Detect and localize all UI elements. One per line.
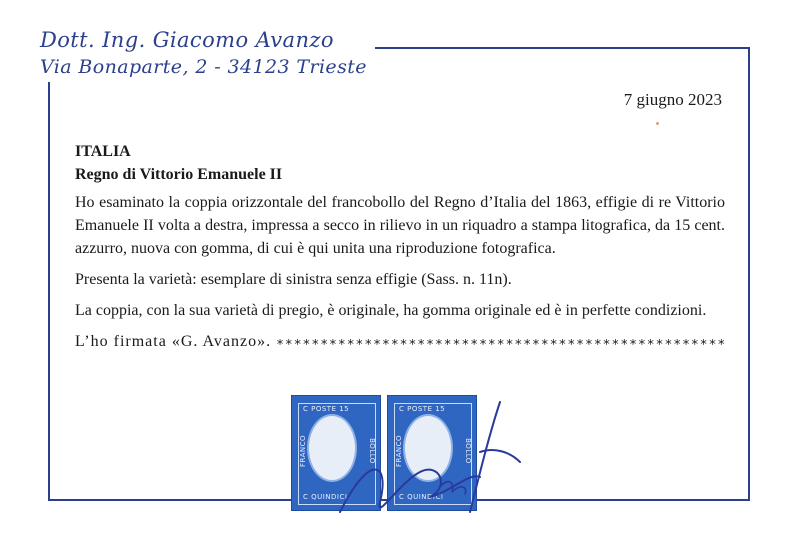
- description-paragraph: Ho esaminato la coppia orizzontale del francobollo del Regno d’Italia del 1863, effigie di re Vittorio Emanuele II volta a destra, impressa a secco in rilievo in un riquadro a stampa litografica, da 15 cent. azzurro, nuova con gomma, di cui è qui unita una riproduzione fotografica.: [75, 194, 725, 257]
- letterhead-name: Dott. Ing. Giacomo Avanzo: [40, 28, 334, 52]
- signature-statement-text: L’ho firmata «G. Avanzo».: [75, 333, 272, 350]
- stamp-left-text: FRANCO: [299, 434, 308, 468]
- stamp-right-text: BOLLO: [464, 438, 473, 464]
- country-heading: ITALIA: [75, 143, 131, 160]
- handwritten-signature: [330, 392, 530, 532]
- asterisk-line: ∗∗∗∗∗∗∗∗∗∗∗∗∗∗∗∗∗∗∗∗∗∗∗∗∗∗∗∗∗∗∗∗∗∗∗∗∗∗∗∗∗∗∗∗∗∗∗∗∗∗∗: [276, 335, 727, 350]
- variety-paragraph: Presenta la varietà: esemplare di sinistra senza effigie (Sass. n. 11n).: [75, 271, 512, 288]
- signature-statement: [75, 330, 725, 354]
- stamp-bottom-text: C QUINDICI: [399, 493, 444, 501]
- certificate-body: [75, 140, 725, 354]
- kingdom-heading: Regno di Vittorio Emanuele II: [75, 166, 283, 183]
- condition-paragraph: La coppia, con la sua varietà di pregio, è originale, ha gomma originale ed è in perfette condizioni.: [75, 302, 707, 319]
- letterhead: [36, 26, 375, 82]
- stamp-left-text: FRANCO: [395, 434, 404, 468]
- stamp-right-text: BOLLO: [368, 438, 377, 464]
- stamp-top-text: C POSTE 15: [303, 405, 350, 413]
- certificate-date: 7 giugno 2023: [623, 90, 722, 109]
- letterhead-address: Via Bonaparte, 2 - 34123 Trieste: [40, 56, 367, 78]
- stamp-top-text: C POSTE 15: [399, 405, 446, 413]
- stamp-bottom-text: C QUINDICI: [303, 493, 348, 501]
- paper-speck: [656, 122, 659, 125]
